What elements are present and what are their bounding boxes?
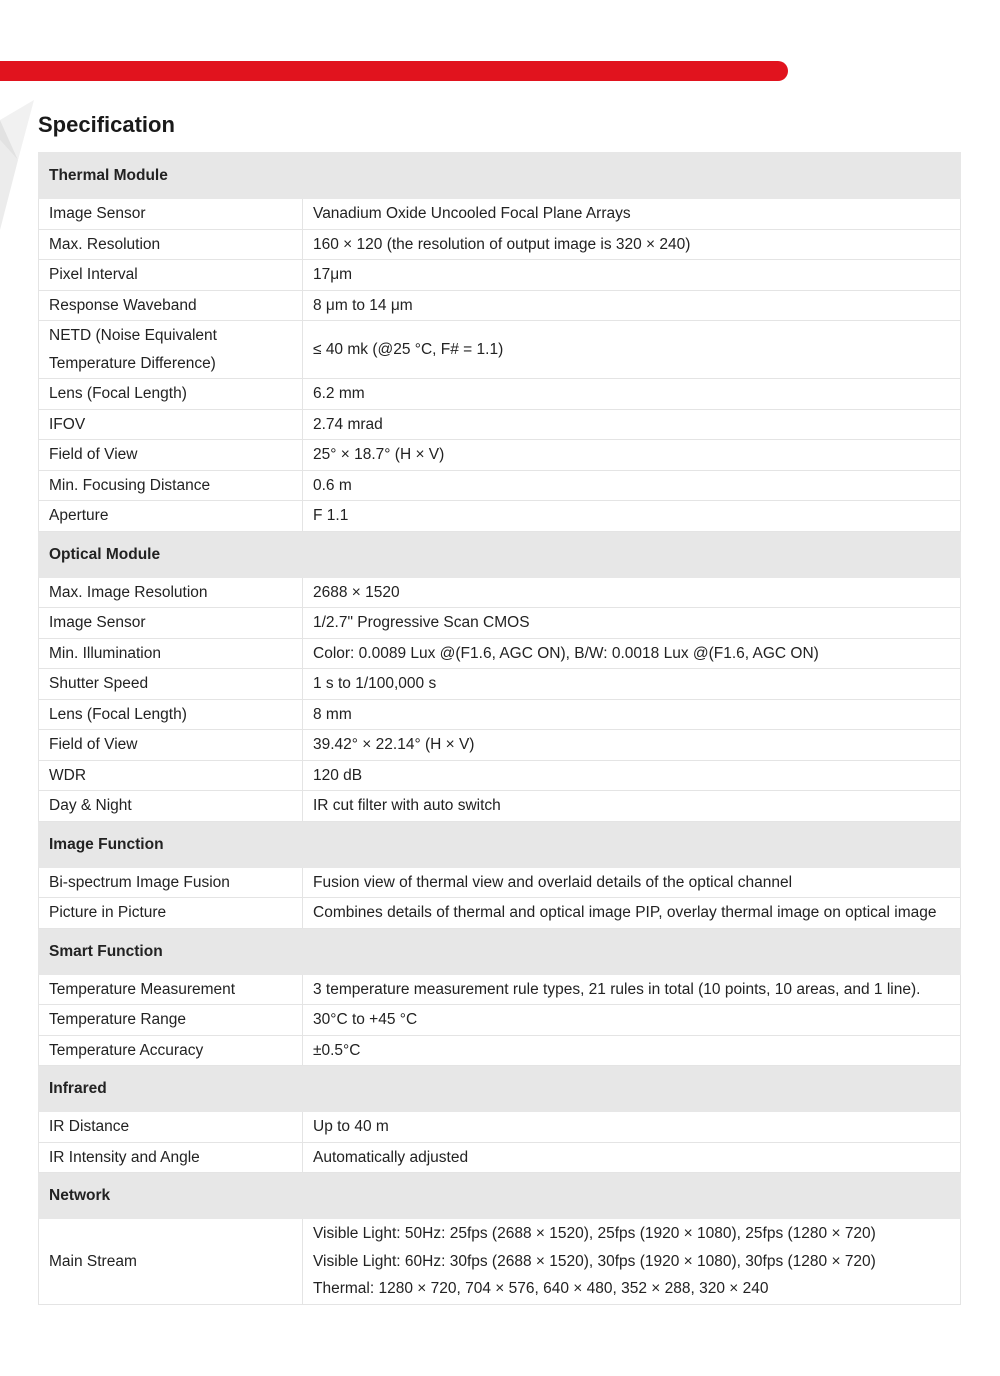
spec-row	[39, 1005, 961, 1036]
spec-row	[39, 1219, 961, 1305]
decorative-shape	[0, 100, 40, 230]
spec-label: IFOV	[39, 409, 303, 440]
spec-row	[39, 638, 961, 669]
spec-label: Pixel Interval	[39, 260, 303, 291]
specification-table-body	[39, 153, 961, 1305]
spec-row	[39, 470, 961, 501]
spec-row	[39, 440, 961, 471]
section-title: Smart Function	[39, 928, 961, 974]
spec-value: Vanadium Oxide Uncooled Focal Plane Arrays	[303, 199, 961, 230]
spec-label: Aperture	[39, 501, 303, 532]
spec-row	[39, 669, 961, 700]
spec-value: 30°C to +45 °C	[303, 1005, 961, 1036]
spec-label: Temperature Measurement	[39, 974, 303, 1005]
header-accent-bar	[0, 61, 788, 81]
section-header-row	[39, 821, 961, 867]
spec-value: 2.74 mrad	[303, 409, 961, 440]
spec-value: Fusion view of thermal view and overlaid details of the optical channel	[303, 867, 961, 898]
spec-label: Image Sensor	[39, 199, 303, 230]
spec-row	[39, 760, 961, 791]
spec-value: 120 dB	[303, 760, 961, 791]
spec-row	[39, 1142, 961, 1173]
spec-label: Response Waveband	[39, 290, 303, 321]
spec-value: ≤ 40 mk (@25 °C, F# = 1.1)	[303, 321, 961, 379]
spec-value: 8 μm to 14 μm	[303, 290, 961, 321]
spec-value: Visible Light: 50Hz: 25fps (2688 × 1520), 25fps (1920 × 1080), 25fps (1280 × 720) Visible Light: 60Hz: 30fps (2688 × 1520), 30fps (1920 × 1080), 30fps (1280 × 720) Thermal: 1280 × 720, 704 × 576, 640 × 480, 352 × 288, 320 × 240	[303, 1219, 961, 1305]
spec-value: F 1.1	[303, 501, 961, 532]
spec-row	[39, 791, 961, 822]
spec-value: 0.6 m	[303, 470, 961, 501]
spec-row	[39, 699, 961, 730]
spec-row	[39, 199, 961, 230]
spec-value: 2688 × 1520	[303, 577, 961, 608]
section-title: Optical Module	[39, 531, 961, 577]
section-header-row	[39, 1066, 961, 1112]
spec-label: Bi-spectrum Image Fusion	[39, 867, 303, 898]
spec-label: WDR	[39, 760, 303, 791]
spec-label: Temperature Accuracy	[39, 1035, 303, 1066]
spec-label: Shutter Speed	[39, 669, 303, 700]
section-title: Image Function	[39, 821, 961, 867]
section-header-row	[39, 1173, 961, 1219]
section-title: Network	[39, 1173, 961, 1219]
spec-value: 39.42° × 22.14° (H × V)	[303, 730, 961, 761]
spec-label: Max. Resolution	[39, 229, 303, 260]
spec-value: 1/2.7" Progressive Scan CMOS	[303, 608, 961, 639]
spec-label: Lens (Focal Length)	[39, 379, 303, 410]
spec-value: 160 × 120 (the resolution of output image is 320 × 240)	[303, 229, 961, 260]
section-header-row	[39, 531, 961, 577]
spec-row	[39, 290, 961, 321]
spec-row	[39, 867, 961, 898]
spec-row	[39, 379, 961, 410]
spec-label: Main Stream	[39, 1219, 303, 1305]
spec-label: IR Distance	[39, 1112, 303, 1143]
spec-row	[39, 898, 961, 929]
spec-label: Image Sensor	[39, 608, 303, 639]
spec-row	[39, 260, 961, 291]
spec-row	[39, 1035, 961, 1066]
spec-label: Max. Image Resolution	[39, 577, 303, 608]
spec-value: IR cut filter with auto switch	[303, 791, 961, 822]
spec-label: Min. Illumination	[39, 638, 303, 669]
spec-value: 6.2 mm	[303, 379, 961, 410]
spec-row	[39, 321, 961, 379]
spec-label: Min. Focusing Distance	[39, 470, 303, 501]
spec-label: Lens (Focal Length)	[39, 699, 303, 730]
spec-value: 25° × 18.7° (H × V)	[303, 440, 961, 471]
spec-row	[39, 229, 961, 260]
section-title: Thermal Module	[39, 153, 961, 199]
spec-value: 8 mm	[303, 699, 961, 730]
spec-row	[39, 974, 961, 1005]
spec-value: 17μm	[303, 260, 961, 291]
spec-label: IR Intensity and Angle	[39, 1142, 303, 1173]
spec-label: Temperature Range	[39, 1005, 303, 1036]
spec-value: Up to 40 m	[303, 1112, 961, 1143]
spec-row	[39, 501, 961, 532]
spec-value: Automatically adjusted	[303, 1142, 961, 1173]
spec-row	[39, 1112, 961, 1143]
section-header-row	[39, 928, 961, 974]
section-header-row	[39, 153, 961, 199]
spec-row	[39, 608, 961, 639]
spec-value: 3 temperature measurement rule types, 21 rules in total (10 points, 10 areas, and 1 line).	[303, 974, 961, 1005]
spec-label: Field of View	[39, 730, 303, 761]
spec-label: NETD (Noise Equivalent Temperature Difference)	[39, 321, 303, 379]
spec-label: Picture in Picture	[39, 898, 303, 929]
spec-label: Day & Night	[39, 791, 303, 822]
spec-row	[39, 730, 961, 761]
specification-table	[38, 152, 961, 1305]
spec-label: Field of View	[39, 440, 303, 471]
spec-value: ±0.5°C	[303, 1035, 961, 1066]
spec-value: Combines details of thermal and optical image PIP, overlay thermal image on optical image	[303, 898, 961, 929]
spec-row	[39, 409, 961, 440]
section-title: Infrared	[39, 1066, 961, 1112]
spec-value: 1 s to 1/100,000 s	[303, 669, 961, 700]
page-title: Specification	[38, 112, 175, 137]
spec-value: Color: 0.0089 Lux @(F1.6, AGC ON), B/W: 0.0018 Lux @(F1.6, AGC ON)	[303, 638, 961, 669]
spec-row	[39, 577, 961, 608]
